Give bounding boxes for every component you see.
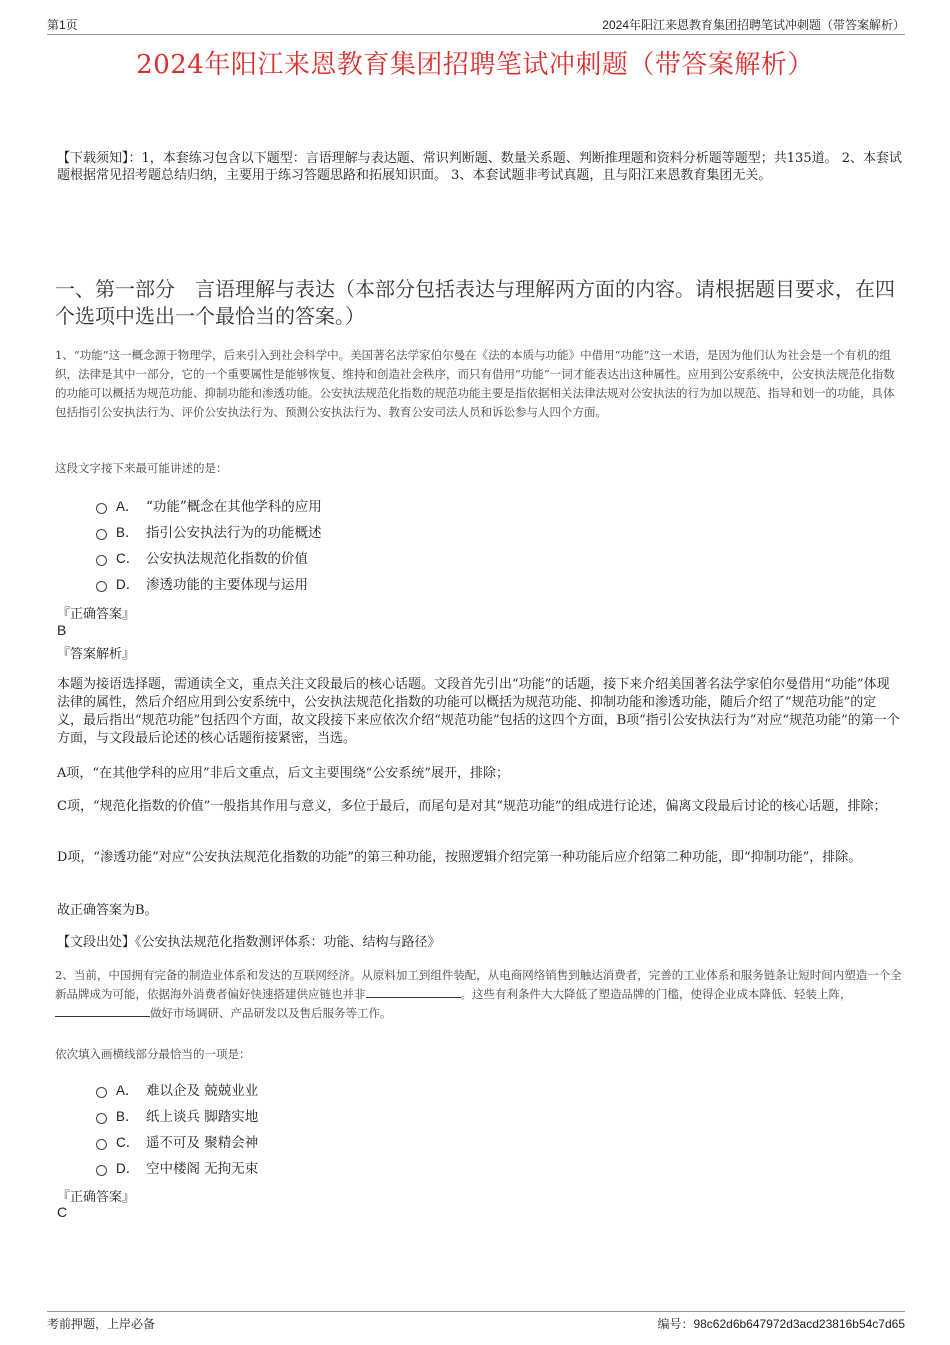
option-text: 遥不可及 聚精会神 xyxy=(146,1135,259,1151)
radio-icon[interactable] xyxy=(96,1087,107,1098)
q2-passage-part2: 。这些有利条件大大降低了塑造品牌的门槛，使得企业成本降低、轻装上阵， xyxy=(460,987,852,1001)
q1-analysis-a: A项，“在其他学科的应用”非后文重点，后文主要围绕“公安系统”展开，排除； xyxy=(57,766,509,781)
code-value: 98c62d6b647972d3acd23816b54c7d65 xyxy=(693,1317,905,1331)
page-header xyxy=(47,14,905,35)
option-letter: A． xyxy=(116,499,139,514)
q1-passage: 1、“功能”这一概念源于物理学，后来引入到社会科学中。美国著名法学家伯尔曼在《法的本质与功能》中借用“功能”这一术语，是因为他们认为社会是一个有机的组织，法律是其中一部分，它的一个重要属性是能够恢复、维持和创造社会秩序，而只有借用“功能”一词才能表达出这种属性。应用到公安系统中，公安执法规范化指数的功能可以概括为规范功能、抑制功能和渗透功能。公安执法规范化指数的规范功能主要是指依据相关法律法规对公安执法的行为加以规范、指导和划一的功能，具体包括指引公安执法行为、评价公安执法行为、预测公安执法行为、教育公安司法人员和诉讼参与人四个方面。 xyxy=(55,348,895,419)
fill-blank-2[interactable] xyxy=(55,1004,150,1017)
q2-passage-part1: 2、当前，中国拥有完备的制造业体系和发达的互联网经济。从原料加工到组件装配，从电商网络销售到触达消费者，完善的工业体系和服务链条让短时间内塑造一个全新品牌成为可能，依据海外消费者偏好快速搭建供应链也并非 xyxy=(55,968,902,1001)
radio-icon[interactable] xyxy=(96,1113,107,1124)
q2-question: 依次填入画横线部分最恰当的一项是： xyxy=(55,1047,251,1061)
running-title: 2024年阳江来恩教育集团招聘笔试冲刺题（带答案解析） xyxy=(602,18,905,32)
radio-icon[interactable] xyxy=(96,529,107,540)
section-heading-1: 一、第一部分 言语理解与表达（本部分包括表达与理解两方面的内容。请根据题目要求，在四个选项中选出一个最恰当的答案。） xyxy=(55,277,895,328)
q1-analysis-conclusion: 故正确答案为B。 xyxy=(57,903,158,918)
radio-icon[interactable] xyxy=(96,503,107,514)
q1-options xyxy=(96,492,322,596)
code-label: 编号： xyxy=(657,1317,694,1331)
option-letter: B． xyxy=(116,1109,139,1124)
footer-code xyxy=(657,1315,905,1332)
q1-option-a[interactable] xyxy=(96,492,322,518)
q1-option-c[interactable] xyxy=(96,544,322,570)
option-letter: D． xyxy=(116,1161,140,1176)
q2-options xyxy=(96,1076,258,1180)
q2-passage-part3: 做好市场调研、产品研发以及售后服务等工作。 xyxy=(150,1006,392,1020)
q1-question: 这段文字接下来最可能讲述的是： xyxy=(55,461,228,475)
option-text: 难以企及 兢兢业业 xyxy=(146,1083,259,1099)
q2-option-a[interactable] xyxy=(96,1076,258,1102)
option-letter: D． xyxy=(116,577,140,592)
option-text: 空中楼阁 无拘无束 xyxy=(146,1161,259,1177)
q1-analysis-d: D项，“渗透功能”对应“公安执法规范化指数的功能”的第三种功能，按照逻辑介绍完第一种功能后应介绍第二种功能，即“抑制功能”，排除。 xyxy=(57,850,862,865)
q2-passage xyxy=(55,966,905,1023)
q1-analysis-label: 『答案解析』 xyxy=(57,647,136,662)
footer-slogan: 考前押题，上岸必备 xyxy=(47,1317,156,1331)
q2-option-d[interactable] xyxy=(96,1154,258,1180)
q1-option-d[interactable] xyxy=(96,570,322,596)
option-text: 公安执法规范化指数的价值 xyxy=(146,551,308,567)
q2-answer-label: 『正确答案』 xyxy=(57,1190,136,1205)
option-text: 纸上谈兵 脚踏实地 xyxy=(146,1109,259,1125)
q2-option-b[interactable] xyxy=(96,1102,258,1128)
download-notice: 【下载须知】：1，本套练习包含以下题型：言语理解与表达题、常识判断题、数量关系题、判断推理题和资料分析题等题型；共135道。 2、本套试题根据常见招考题总结归纳，主要用于练习答题思路和拓展知识面。 3、本套试题非考试真题，且与阳江来恩教育集团无关。 xyxy=(57,151,902,183)
q1-answer-label: 『正确答案』 xyxy=(57,607,136,622)
q2-answer: C xyxy=(57,1204,68,1220)
option-text: 渗透功能的主要体现与运用 xyxy=(146,577,308,593)
option-letter: C． xyxy=(116,1135,140,1150)
option-letter: C． xyxy=(116,551,140,566)
page-footer xyxy=(47,1311,905,1331)
option-letter: B． xyxy=(116,525,139,540)
radio-icon[interactable] xyxy=(96,581,107,592)
document-title: 2024年阳江来恩教育集团招聘笔试冲刺题（带答案解析） xyxy=(136,50,814,80)
q2-option-c[interactable] xyxy=(96,1128,258,1154)
radio-icon[interactable] xyxy=(96,1139,107,1150)
radio-icon[interactable] xyxy=(96,555,107,566)
option-letter: A． xyxy=(116,1083,139,1098)
q1-answer: B xyxy=(57,622,67,638)
option-text: 指引公安执法行为的功能概述 xyxy=(146,525,322,541)
q1-source: 【文段出处】《公安执法规范化指数测评体系：功能、结构与路径》 xyxy=(57,935,441,950)
q1-analysis-c: C项，“规范化指数的价值”一般指其作用与意义，多位于最后，而尾句是对其“规范功能”的组成进行论述，偏离文段最后讨论的核心话题，排除； xyxy=(57,799,887,814)
q1-analysis-main: 本题为接语选择题，需通读全文，重点关注文段最后的核心话题。文段首先引出“功能”的话题，接下来介绍美国著名法学家伯尔曼借用“功能”体现法律的属性，然后介绍应用到公安系统中，公安执法规范化指数的功能可以概括为规范功能、抑制功能和渗透功能，随后介绍了“规范功能”的定义，最后指出“规范功能”包括四个方面，故文段接下来应依次介绍“规范功能”包括的这四个方面，B项“指引公安执法行为”对应“规范功能”的第一个方面，与文段最后论述的核心话题衔接紧密，当选。 xyxy=(57,677,900,746)
q1-option-b[interactable] xyxy=(96,518,322,544)
radio-icon[interactable] xyxy=(96,1165,107,1176)
option-text: “功能”概念在其他学科的应用 xyxy=(146,499,322,515)
fill-blank-1[interactable] xyxy=(366,985,461,998)
page-number: 第1页 xyxy=(47,18,78,32)
